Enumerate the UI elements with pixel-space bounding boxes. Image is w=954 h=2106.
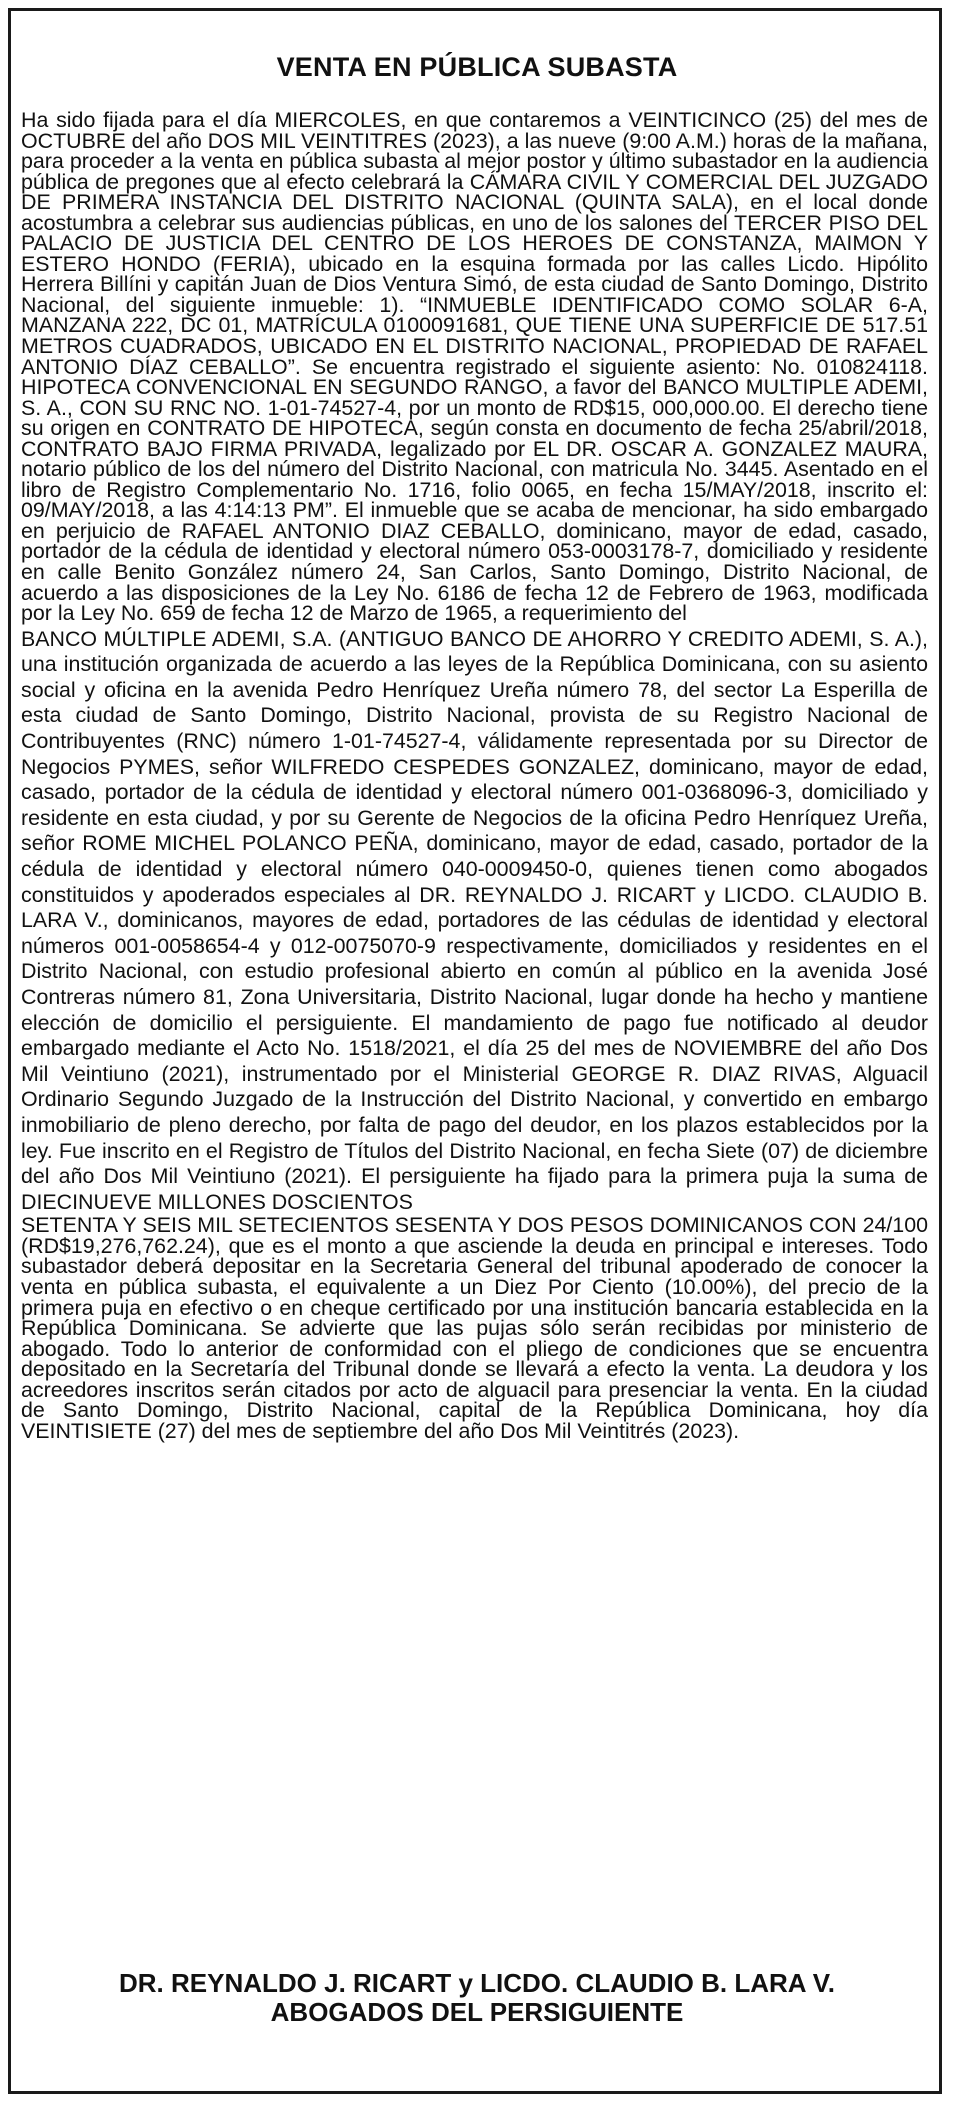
signature-role: ABOGADOS DEL PERSIGUIENTE xyxy=(270,1997,684,2027)
notice-body-part-2: BANCO MÚLTIPLE ADEMI, S.A. (ANTIGUO BANCO DE AHORRO Y CREDITO ADEMI, S. A.), una institución organizada de acuerdo a las leyes de la República Dominicana, con su asiento social y oficina en la avenida Pedro Henríquez Ureña número 78, del sector La Esperilla de esta ciudad de Santo Domingo, Distrito Nacional, provista de su Registro Nacional de Contribuyentes (RNC) número 1-01-74527-4, válidamente representada por su Director de Negocios PYMES, señor WILFREDO CESPEDES GONZALEZ, dominicano, mayor de edad, casado, portador de la cédula de identidad y electoral número 001-0368096-3, domiciliado y residente en esta ciudad, y por su Gerente de Negocios de la oficina Pedro Henríquez Ureña, señor ROME MICHEL POLANCO PEÑA, dominicano, mayor de edad, casado, portador de la cédula de identidad y electoral número 040-0009450-0, quienes tienen como abogados constituidos y apoderados especiales al DR. REYNALDO J. RICART y LICDO. CLAUDIO B. LARA V., dominicanos, mayores de edad, portadores de las cédulas de identidad y electoral números 001-0058654-4 y 012-0075070-9 respectivamente, domiciliados y residentes en el Distrito Nacional, con estudio profesional abierto en común al público en la avenida José Contreras número 81, Zona Universitaria, Distrito Nacional, lugar donde ha hecho y mantiene elección de domicilio el persiguiente. El mandamiento de pago fue notificado al deudor embargado mediante el Acto No. 1518/2021, el día 25 del mes de NOVIEMBRE del año Dos Mil Veintiuno (2021), instrumentado por el Ministerial GEORGE R. DIAZ RIVAS, Alguacil Ordinario Segundo Juzgado de la Instrucción del Distrito Nacional, y convertido en embargo inmobiliario de pleno derecho, por falta de pago del deudor, en los plazos establecidos por la ley. Fue inscrito en el Registro de Títulos del Distrito Nacional, en fecha Siete (07) de diciembre del año Dos Mil Veintiuno (2021). El persiguiente ha fijado para la primera puja la suma de DIECINUEVE MILLONES DOSCIENTOS xyxy=(21,626,928,1214)
notice-body-part-3: SETENTA Y SEIS MIL SETECIENTOS SESENTA Y DOS PESOS DOMINICANOS CON 24/100 (RD$19,276,762.24), que es el monto a que asciende la deuda en principal e intereses. Todo subastador deberá depositar en la Secretaria General del tribunal apoderado de conocer la venta en pública subasta, el equivalente a un Diez Por Ciento (10.00%), del precio de la primera puja en efectivo o en cheque certificado por una institución bancaria establecida en la República Dominicana. Se advierte que las pujas sólo serán recibidas por ministerio de abogado. Todo lo anterior de conformidad con el pliego de condiciones que se encuentra depositado en la Secretaría del Tribunal donde se llevará a efecto la venta. La deudora y los acreedores inscritos serán citados por acto de alguacil para presenciar la venta. En la ciudad de Santo Domingo, Distrito Nacional, capital de la República Dominicana, hoy día VEINTISIETE (27) del mes de septiembre del año Dos Mil Veintitrés (2023). xyxy=(21,1213,928,1443)
notice-body-part-1: Ha sido fijada para el día MIERCOLES, en que contaremos a VEINTICINCO (25) del mes de OCTUBRE del año DOS MIL VEINTITRES (2023), a las nueve (9:00 A.M.) horas de la mañana, para proceder a la venta en pública subasta al mejor postor y último subastador en la audiencia pública de pregones que al efecto celebrará la CÁMARA CIVIL Y COMERCIAL DEL JUZGADO DE PRIMERA INSTANCIA DEL DISTRITO NACIONAL (QUINTA SALA), en el local donde acostumbra a celebrar sus audiencias públicas, en uno de los salones del TERCER PISO DEL PALACIO DE JUSTICIA DEL CENTRO DE LOS HEROES DE CONSTANZA, MAIMON Y ESTERO HONDO (FERIA), ubicado en la esquina formada por las calles Licdo. Hipólito Herrera Billíni y capitán Juan de Dios Ventura Simó, de esta ciudad de Santo Domingo, Distrito Nacional, del siguiente inmueble: 1). “INMUEBLE IDENTIFICADO COMO SOLAR 6-A, MANZANA 222, DC 01, MATRÍCULA 0100091681, QUE TIENE UNA SUPERFICIE DE 517.51 METROS CUADRADOS, UBICADO EN EL DISTRITO NACIONAL, PROPIEDAD DE RAFAEL ANTONIO DÍAZ CEBALLO”. Se encuentra registrado el siguiente asiento: No. 010824118. HIPOTECA CONVENCIONAL EN SEGUNDO RANGO, a favor del BANCO MULTIPLE ADEMI, S. A., CON SU RNC NO. 1-01-74527-4, por un monto de RD$15, 000,000.00. El derecho tiene su origen en CONTRATO DE HIPOTECA, según consta en documento de fecha 25/abril/2018, CONTRATO BAJO FIRMA PRIVADA, legalizado por EL DR. OSCAR A. GONZALEZ MAURA, notario público de los del número del Distrito Nacional, con matricula No. 3445. Asentado en el libro de Registro Complementario No. 1716, folio 0065, en fecha 15/MAY/2018, inscrito el: 09/MAY/2018, a las 4:14:13 PM”. El inmueble que se acaba de mencionar, ha sido embargado en perjuicio de RAFAEL ANTONIO DIAZ CEBALLO, dominicano, mayor de edad, casado, portador de la cédula de identidad y electoral número 053-0003178-7, domiciliado y residente en calle Benito González número 24, San Carlos, Santo Domingo, Distrito Nacional, de acuerdo a las disposiciones de la Ley No. 6186 de fecha 12 de Febrero de 1963, modificada por la Ley No. 659 de fecha 12 de Marzo de 1965, a requerimiento del xyxy=(21,108,928,626)
signature-block xyxy=(0,1969,954,2027)
notice-title: VENTA EN PÚBLICA SUBASTA xyxy=(276,52,678,82)
signature-attorneys: DR. REYNALDO J. RICART y LICDO. CLAUDIO B. LARA V. xyxy=(118,1968,835,1998)
notice-body xyxy=(21,110,928,1441)
